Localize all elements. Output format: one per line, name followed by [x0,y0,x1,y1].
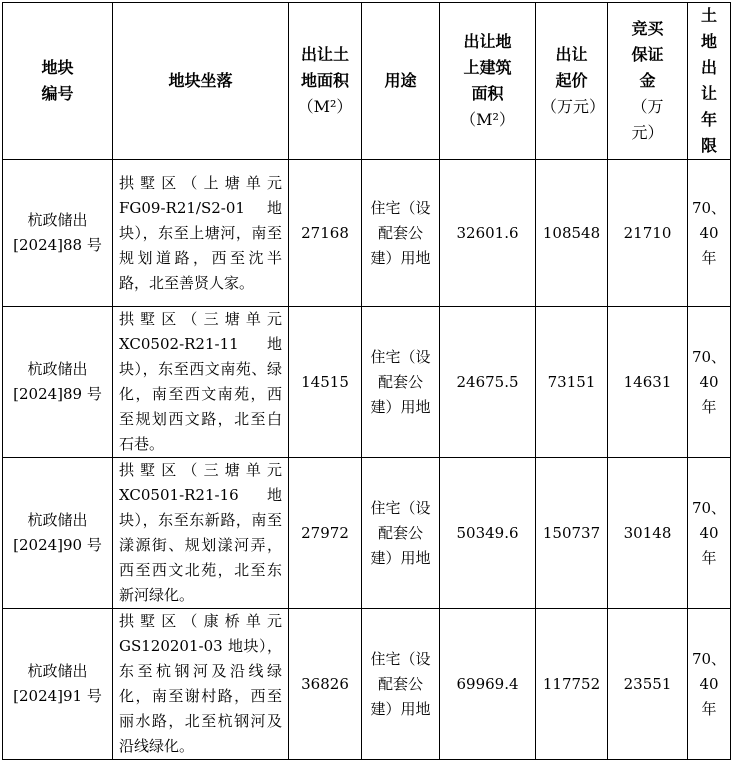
cell-start-price [536,458,608,609]
cell-deposit [608,307,688,458]
floor-area-text: 50349.6 [456,523,519,542]
plot-no-text: 杭政储出 [2024]89 号 [13,360,102,403]
start-price-text: 150737 [542,523,601,542]
cell-term [688,307,731,458]
cell-plot-no [3,458,113,609]
term-text: 70、 40 年 [691,347,727,416]
land-parcel-table [2,2,731,760]
location-text: 拱墅区（康桥单元 GS120201-03 地块），东至杭钢河及沿线绿化，南至谢村路，西至丽水路，北至杭钢河及沿线绿化。 [119,612,282,755]
term-text: 70、 40 年 [691,198,727,267]
header-use-label: 用途 [384,71,417,90]
cell-plot-no [3,160,113,307]
cell-start-price [536,307,608,458]
land-area-text: 27168 [301,223,349,242]
cell-floor-area [440,307,536,458]
cell-use [362,307,440,458]
deposit-text: 21710 [623,223,672,242]
deposit-text: 30148 [623,523,672,542]
term-text: 70、 40 年 [691,498,727,567]
cell-deposit [608,609,688,760]
cell-deposit [608,458,688,609]
header-location [113,3,289,160]
cell-term [688,609,731,760]
cell-use [362,458,440,609]
cell-location [113,307,289,458]
header-floor-area-label: 出让地 上建筑 面积 [463,32,512,103]
cell-land-area [289,307,362,458]
use-text: 住宅（设 配套公 建）用地 [370,649,431,718]
plot-no-text: 杭政储出 [2024]90 号 [13,511,102,554]
header-deposit [608,3,688,160]
start-price-text: 73151 [547,372,596,391]
term-text: 70、 40 年 [691,649,727,718]
location-text: 拱墅区（三塘单元 XC0501-R21-16 地块），东至东新路，南至漾源街、规划漾河弄，西至西文北苑，北至东新河绿化。 [119,461,282,604]
table-row [3,160,731,307]
header-start-price-label: 出让 起价 [555,45,588,90]
land-area-text: 36826 [301,674,349,693]
cell-term [688,160,731,307]
cell-location [113,609,289,760]
cell-floor-area [440,609,536,760]
cell-location [113,458,289,609]
header-land-area [289,3,362,160]
use-text: 住宅（设 配套公 建）用地 [370,498,431,567]
cell-use [362,609,440,760]
start-price-text: 108548 [542,223,601,242]
start-price-text: 117752 [542,674,601,693]
cell-floor-area [440,160,536,307]
use-text: 住宅（设 配套公 建）用地 [370,347,431,416]
header-floor-area [440,3,536,160]
table-row [3,458,731,609]
cell-deposit [608,160,688,307]
cell-location [113,160,289,307]
header-term [688,3,731,160]
header-deposit-unit: （万 元） [631,97,664,142]
header-row [3,3,731,160]
header-plot-no [3,3,113,160]
location-text: 拱墅区（三塘单元 XC0502-R21-11 地块），东至西文南苑、绿化，南至西文南苑，西至规划西文路，北至白石巷。 [119,310,282,453]
header-term-label: 土 地 出 让 年 限 [700,6,717,155]
cell-plot-no [3,609,113,760]
header-floor-area-unit: （M²） [460,110,515,129]
cell-land-area [289,458,362,609]
table-row [3,307,731,458]
cell-use [362,160,440,307]
land-area-text: 14515 [301,372,349,391]
table-row [3,609,731,760]
cell-floor-area [440,458,536,609]
cell-start-price [536,160,608,307]
deposit-text: 14631 [623,372,672,391]
deposit-text: 23551 [623,674,672,693]
land-area-text: 27972 [301,523,349,542]
header-use [362,3,440,160]
header-land-area-unit: （M²） [297,97,353,116]
location-text: 拱墅区（上塘单元 FG09-R21/S2-01 地块），东至上塘河，南至规划道路，西至沈半路，北至善贤人家。 [119,173,282,292]
plot-no-text: 杭政储出 [2024]88 号 [13,211,102,254]
header-start-price-unit: （万元） [541,97,606,116]
cell-start-price [536,609,608,760]
floor-area-text: 24675.5 [456,372,519,391]
cell-term [688,458,731,609]
header-plot-no-label: 地块 编号 [41,58,74,103]
use-text: 住宅（设 配套公 建）用地 [370,198,431,267]
header-location-label: 地块坐落 [168,71,233,90]
header-land-area-label: 出让土 地面积 [300,45,349,90]
header-start-price [536,3,608,160]
cell-land-area [289,609,362,760]
plot-no-text: 杭政储出 [2024]91 号 [13,662,102,705]
cell-land-area [289,160,362,307]
floor-area-text: 69969.4 [456,674,519,693]
floor-area-text: 32601.6 [456,223,519,242]
header-deposit-label: 竞买 保证 金 [631,19,664,90]
cell-plot-no [3,307,113,458]
